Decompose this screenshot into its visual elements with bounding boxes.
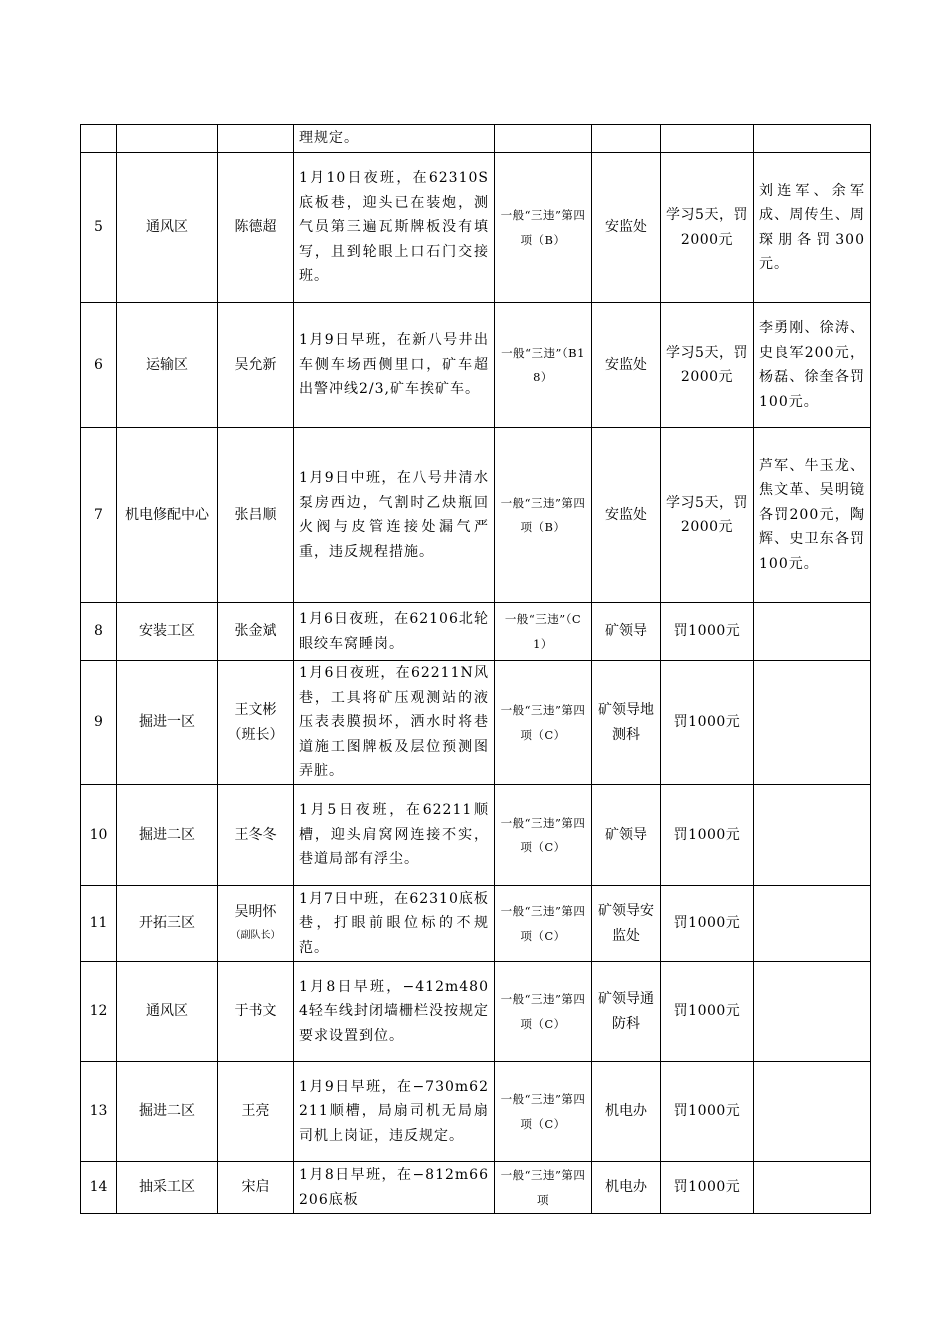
row-number: 5 [81, 153, 117, 303]
related-penalty-cell [754, 962, 871, 1062]
table-row [81, 125, 871, 153]
department-cell: 机电办 [592, 1162, 661, 1214]
department-cell: 安监处 [592, 153, 661, 303]
unit-cell: 安装工区 [117, 603, 218, 661]
penalty-cell: 学习5天，罚2000元 [661, 428, 754, 603]
description-cell: 1月7日中班，在62310底板巷，打眼前眼位标的不规范。 [294, 886, 495, 962]
penalty-cell: 罚1000元 [661, 603, 754, 661]
department-cell [592, 125, 661, 153]
related-penalty-cell [754, 1062, 871, 1162]
row-number: 12 [81, 962, 117, 1062]
row-number: 8 [81, 603, 117, 661]
penalty-cell [661, 125, 754, 153]
penalty-cell: 学习5天，罚2000元 [661, 303, 754, 428]
person-cell: 张金斌 [218, 603, 294, 661]
category-cell: 一般“三违”第四项（B） [495, 153, 592, 303]
table-row [81, 428, 871, 603]
description-cell: 1月6日夜班，在62211N风巷，工具将矿压观测站的液压表表膜损坏，洒水时将巷道施工图牌板及层位预测图弄脏。 [294, 661, 495, 785]
category-cell: 一般“三违”第四项（B） [495, 428, 592, 603]
related-penalty-cell [754, 886, 871, 962]
table-row [81, 1062, 871, 1162]
department-cell: 矿领导地测科 [592, 661, 661, 785]
person-cell: 陈德超 [218, 153, 294, 303]
department-cell: 矿领导通防科 [592, 962, 661, 1062]
penalty-cell: 罚1000元 [661, 962, 754, 1062]
row-number [81, 125, 117, 153]
department-cell: 安监处 [592, 303, 661, 428]
person-role-note: （副队长） [230, 929, 281, 941]
description-cell: 1月9日中班，在八号井清水泵房西边，气割时乙炔瓶回火阀与皮管连接处漏气严重，违反规程措施。 [294, 428, 495, 603]
description-cell: 1月6日夜班，在62106北轮眼绞车窝睡岗。 [294, 603, 495, 661]
person-cell [218, 886, 294, 962]
unit-cell: 掘进二区 [117, 785, 218, 886]
category-cell [495, 125, 592, 153]
unit-cell: 机电修配中心 [117, 428, 218, 603]
description-cell: 理规定。 [294, 125, 495, 153]
department-cell: 机电办 [592, 1062, 661, 1162]
person-cell: 王冬冬 [218, 785, 294, 886]
related-penalty-cell [754, 1162, 871, 1214]
unit-cell: 通风区 [117, 962, 218, 1062]
department-cell: 安监处 [592, 428, 661, 603]
person-name: 吴明怀 [234, 903, 277, 920]
related-penalty-cell [754, 603, 871, 661]
table-row [81, 962, 871, 1062]
penalty-cell: 罚1000元 [661, 1062, 754, 1162]
table-row [81, 886, 871, 962]
penalty-cell: 罚1000元 [661, 785, 754, 886]
violation-table [80, 124, 871, 1214]
person-cell [218, 125, 294, 153]
person-cell: 王文彬（班长） [218, 661, 294, 785]
person-cell: 宋启 [218, 1162, 294, 1214]
penalty-cell: 学习5天，罚2000元 [661, 153, 754, 303]
description-cell: 1月9日早班，在−730m62211顺槽，局扇司机无局扇司机上岗证，违反规定。 [294, 1062, 495, 1162]
related-penalty-cell [754, 661, 871, 785]
person-cell: 吴允新 [218, 303, 294, 428]
description-cell: 1月8日早班，−412m4804轻车线封闭墙栅栏没按规定要求设置到位。 [294, 962, 495, 1062]
penalty-cell: 罚1000元 [661, 886, 754, 962]
description-cell: 1月5日夜班，在62211顺槽，迎头肩窝网连接不实，巷道局部有浮尘。 [294, 785, 495, 886]
table-row [81, 661, 871, 785]
category-cell: 一般“三违”第四项（C） [495, 785, 592, 886]
category-cell: 一般“三违”第四项 [495, 1162, 592, 1214]
unit-cell: 抽采工区 [117, 1162, 218, 1214]
unit-cell: 开拓三区 [117, 886, 218, 962]
unit-cell: 运输区 [117, 303, 218, 428]
category-cell: 一般“三违”第四项（C） [495, 1062, 592, 1162]
penalty-cell: 罚1000元 [661, 1162, 754, 1214]
row-number: 10 [81, 785, 117, 886]
description-cell: 1月10日夜班，在62310S底板巷，迎头已在装炮，测气员第三遍瓦斯牌板没有填写，且到轮眼上口石门交接班。 [294, 153, 495, 303]
row-number: 13 [81, 1062, 117, 1162]
related-penalty-cell: 李勇刚、徐涛、史良军200元，杨磊、徐奎各罚100元。 [754, 303, 871, 428]
row-number: 9 [81, 661, 117, 785]
related-penalty-cell [754, 785, 871, 886]
related-penalty-cell: 刘连军、余军成、周传生、周琛朋各罚300元。 [754, 153, 871, 303]
department-cell: 矿领导安监处 [592, 886, 661, 962]
department-cell: 矿领导 [592, 603, 661, 661]
description-cell: 1月9日早班，在新八号井出车侧车场西侧里口，矿车超出警冲线2/3,矿车挨矿车。 [294, 303, 495, 428]
related-penalty-cell [754, 125, 871, 153]
department-cell: 矿领导 [592, 785, 661, 886]
category-cell: 一般“三违”第四项（C） [495, 886, 592, 962]
related-penalty-cell: 芦军、牛玉龙、焦文革、吴明镜各罚200元，陶辉、史卫东各罚100元。 [754, 428, 871, 603]
table-row [81, 153, 871, 303]
row-number: 14 [81, 1162, 117, 1214]
category-cell: 一般“三违”第四项（C） [495, 962, 592, 1062]
category-cell: 一般“三违”第四项（C） [495, 661, 592, 785]
unit-cell: 掘进一区 [117, 661, 218, 785]
table-row [81, 603, 871, 661]
row-number: 6 [81, 303, 117, 428]
penalty-cell: 罚1000元 [661, 661, 754, 785]
category-cell: 一般“三违”（B18） [495, 303, 592, 428]
person-cell: 王亮 [218, 1062, 294, 1162]
table-row [81, 785, 871, 886]
unit-cell: 通风区 [117, 153, 218, 303]
row-number: 11 [81, 886, 117, 962]
unit-cell: 掘进二区 [117, 1062, 218, 1162]
person-cell: 于书文 [218, 962, 294, 1062]
person-cell: 张吕顺 [218, 428, 294, 603]
row-number: 7 [81, 428, 117, 603]
description-cell: 1月8日早班，在−812m66206底板 [294, 1162, 495, 1214]
unit-cell [117, 125, 218, 153]
category-cell: 一般“三违”（C1） [495, 603, 592, 661]
table-row [81, 1162, 871, 1214]
table-body [81, 125, 871, 1214]
table-row [81, 303, 871, 428]
